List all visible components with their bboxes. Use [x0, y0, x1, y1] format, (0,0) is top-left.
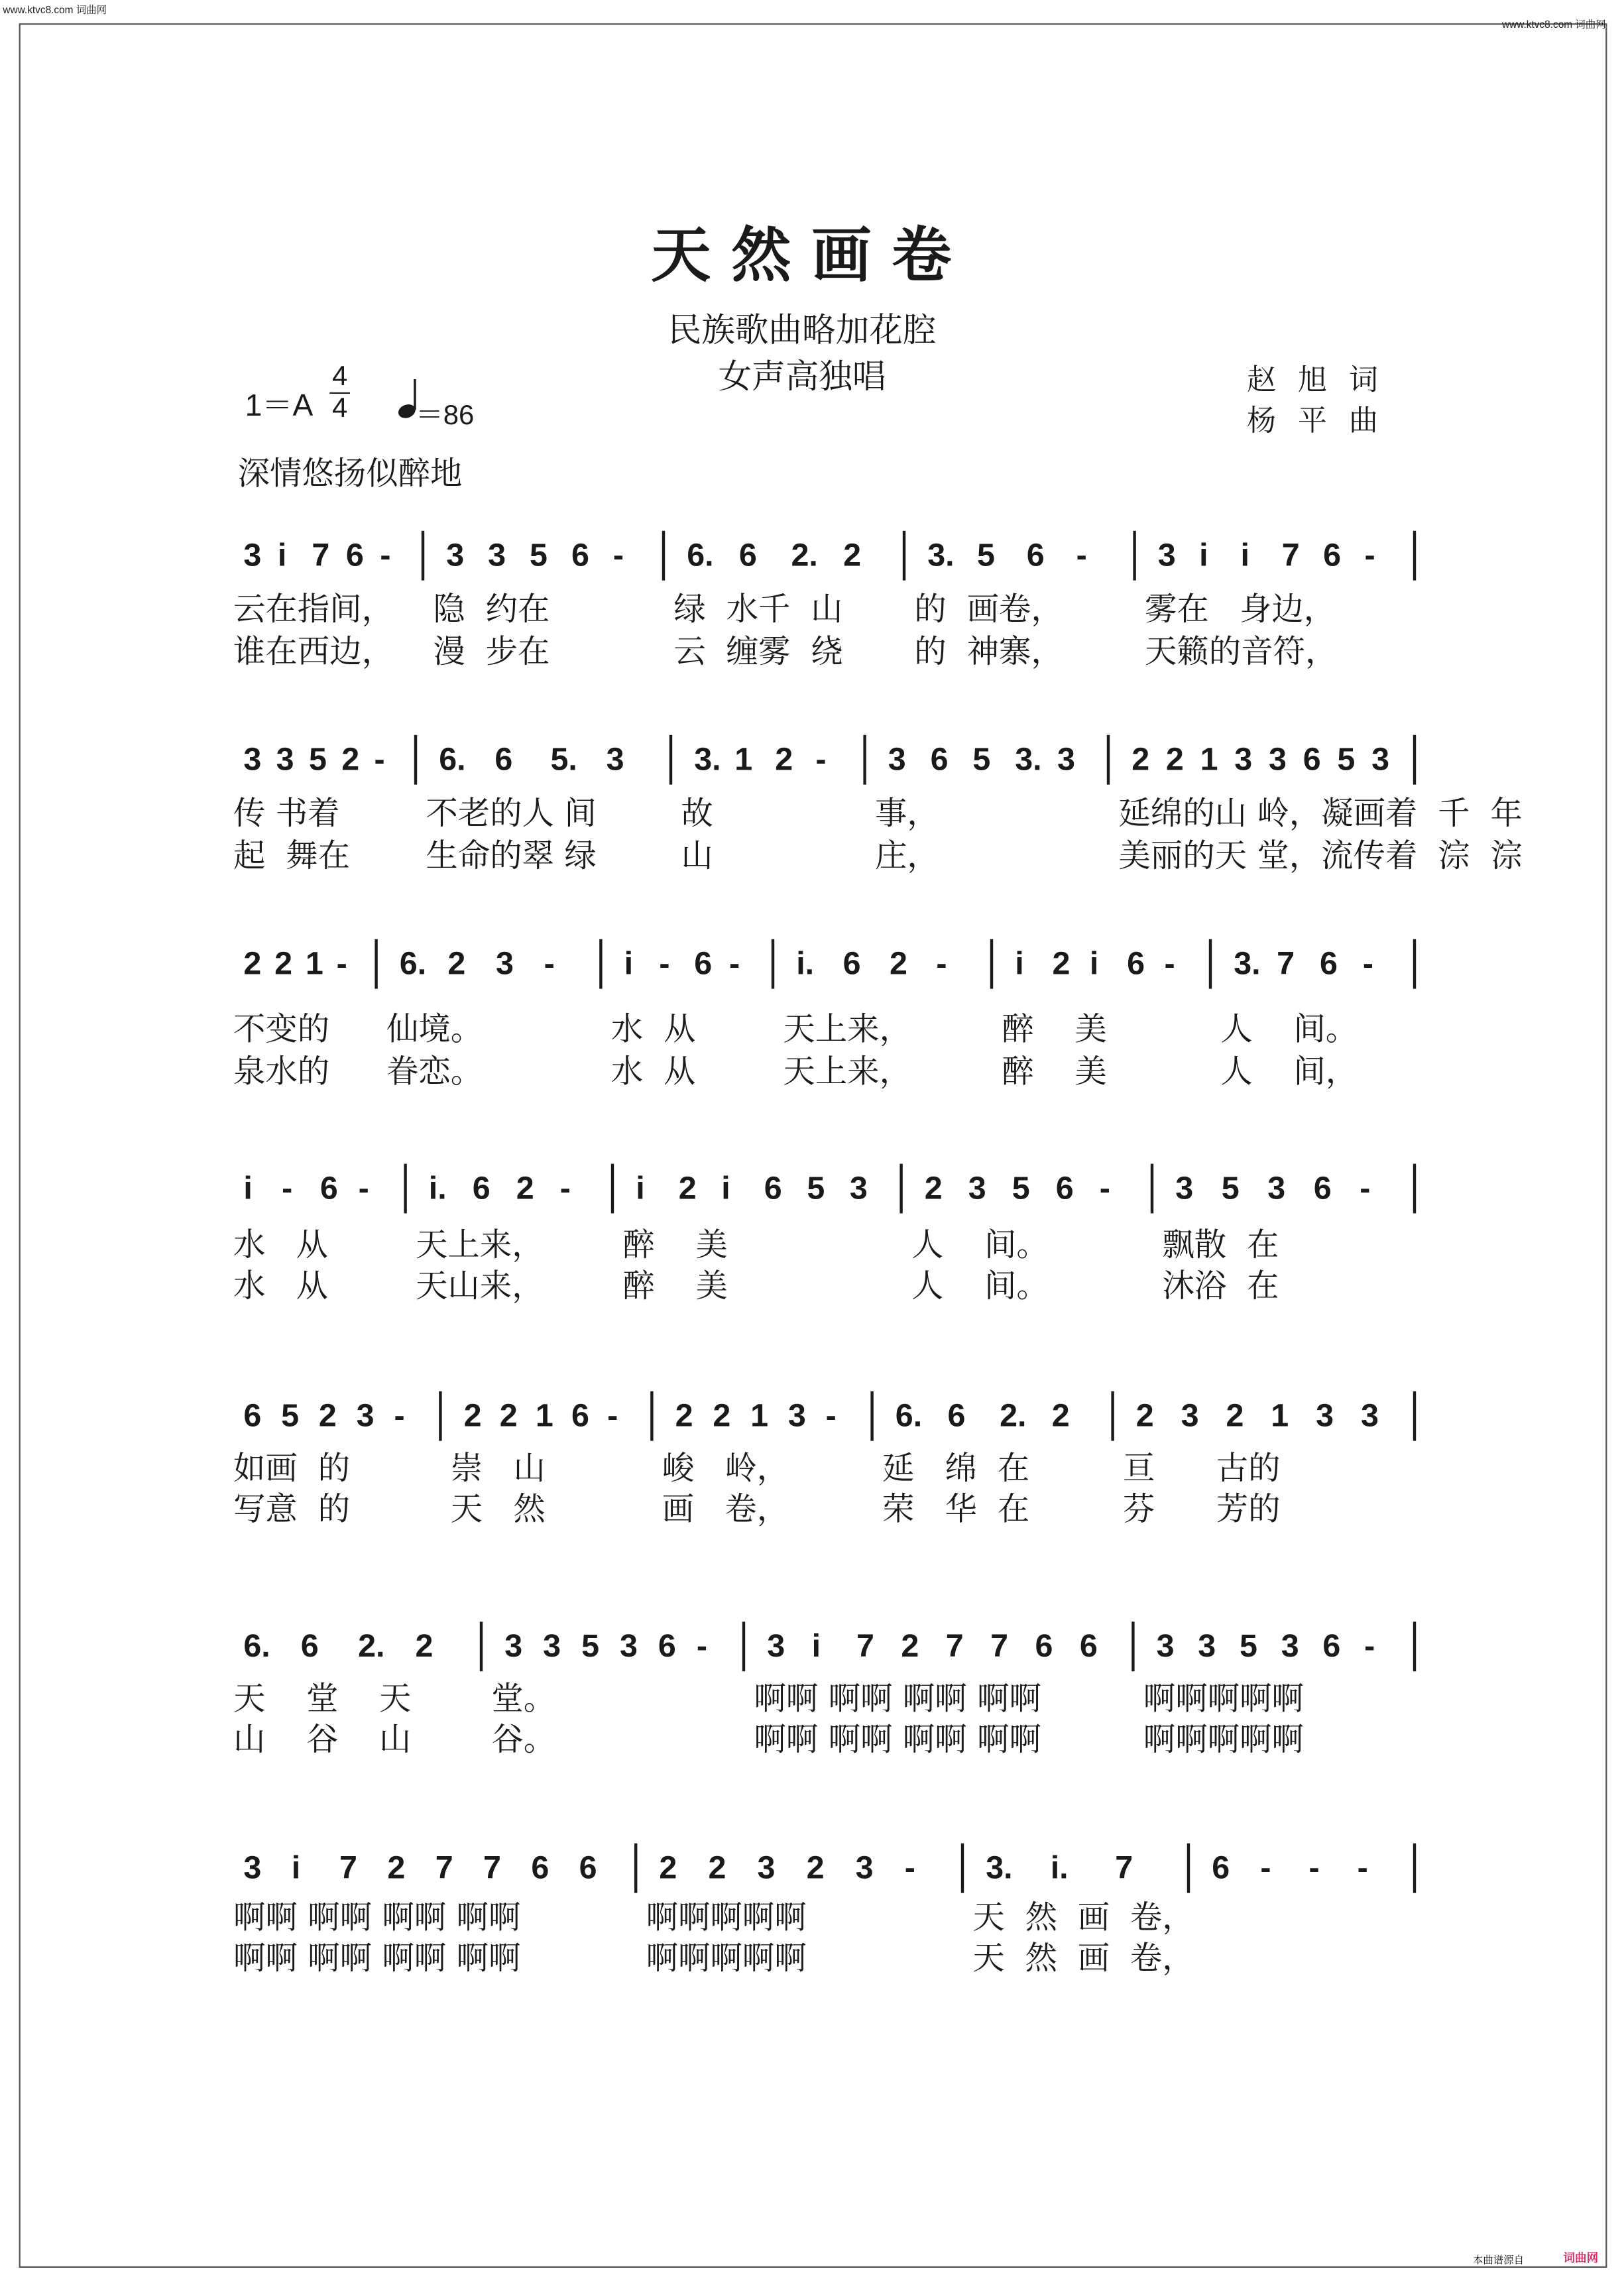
note-symbol: 2 [415, 1628, 434, 1665]
note-symbol: 3 [496, 945, 514, 982]
note-symbol: - [282, 1170, 293, 1206]
lyric-phrase: 啊啊啊啊啊 [646, 1900, 807, 1937]
note-symbol: 6 [1313, 1170, 1332, 1206]
note-symbol: 6. [439, 741, 466, 778]
note-symbol: 1 [734, 741, 753, 778]
note-symbol: i [243, 1170, 253, 1206]
note-symbol: 3 [1156, 1628, 1175, 1665]
note-symbol: 5. [550, 741, 577, 778]
note-symbol: 3 [1268, 741, 1287, 778]
note-symbol: 2 [659, 1849, 677, 1886]
note-symbol: 3 [243, 1849, 262, 1886]
lyric-phrase: 峻 岭， [662, 1451, 789, 1488]
note-symbol: 6 [694, 945, 713, 982]
note-symbol: 2 [318, 1397, 337, 1434]
note-symbol: i [291, 1849, 301, 1886]
note-symbol: 2 [516, 1170, 534, 1206]
lyric-phrase: 漫 步在 [433, 634, 550, 671]
note-symbol: 2 [708, 1849, 726, 1886]
lyric-phrase: 画 卷， [662, 1492, 789, 1529]
note-symbol: 3 [888, 741, 906, 778]
note-symbol: 3 [488, 537, 506, 573]
note-symbol: - [1364, 537, 1375, 573]
note-symbol: 2. [1000, 1397, 1027, 1434]
note-symbol: 2 [387, 1849, 406, 1886]
note-symbol: i [624, 945, 634, 982]
lyric-phrase: 啊啊 啊啊 啊啊 啊啊 [233, 1900, 521, 1937]
lyric-phrase: 亘 古的 [1123, 1451, 1281, 1488]
lyric-phrase: 谁在西边， [233, 634, 394, 671]
lyric-phrase: 啊啊 啊啊 啊啊 啊啊 [233, 1941, 521, 1978]
note-symbol: 3 [968, 1170, 986, 1206]
note-symbol: - [358, 1170, 369, 1206]
note-symbol: - [696, 1628, 707, 1665]
subtitle-style: 民族歌曲略加花腔 [667, 312, 937, 350]
note-symbol: 2 [806, 1849, 825, 1886]
note-symbol: 6 [1035, 1628, 1053, 1665]
note-symbol: - [374, 741, 385, 778]
note-symbol: - [1362, 945, 1374, 982]
note-symbol: i [1199, 537, 1208, 573]
note-symbol: 2 [447, 945, 466, 982]
lyric-phrase: 云在指间， [233, 592, 394, 629]
note-symbol: 5 [807, 1170, 825, 1206]
note-symbol: - [1357, 1849, 1368, 1886]
lyric-phrase: 谷。 [491, 1722, 556, 1759]
lyric-phrase: 仙境。 [386, 1012, 483, 1049]
note-symbol: 1 [750, 1397, 769, 1434]
lyric-phrase: 沐浴 在 [1162, 1269, 1279, 1305]
note-symbol: 3 [1157, 537, 1176, 573]
note-symbol: 6 [1079, 1628, 1098, 1665]
note-symbol: 3 [1267, 1170, 1286, 1206]
note-symbol: 2 [1226, 1397, 1244, 1434]
note-symbol: i. [1050, 1849, 1069, 1886]
note-symbol: 3 [504, 1628, 523, 1665]
lyric-phrase: 写意 的 [233, 1492, 350, 1529]
lyric-phrase: 飘散 在 [1162, 1228, 1279, 1265]
lyric-phrase: 水 从 [610, 1012, 696, 1049]
lyric-phrase: 天上来， [783, 1054, 912, 1091]
note-symbol: - [659, 945, 670, 982]
composer-credit: 杨平曲 [1247, 402, 1400, 438]
note-symbol: i. [428, 1170, 447, 1206]
lyric-phrase: 荣 华 在 [882, 1492, 1030, 1529]
note-symbol: 6 [571, 1397, 589, 1434]
note-symbol: 3 [1281, 1628, 1299, 1665]
note-symbol: 3 [446, 537, 465, 573]
lyric-phrase: 堂。 [491, 1681, 556, 1718]
lyric-phrase: 啊啊啊啊啊 [646, 1941, 807, 1978]
lyric-phrase: 云 缠雾 绕 [673, 634, 843, 671]
note-symbol: 3 [1371, 741, 1390, 778]
note-symbol: 2 [901, 1628, 919, 1665]
note-symbol: 2 [341, 741, 360, 778]
note-symbol: 2 [1165, 741, 1184, 778]
lyric-phrase: 如画 的 [233, 1451, 350, 1488]
lyric-phrase: 泉水的 [233, 1054, 330, 1091]
header-left-url: www.ktvc8.com [3, 5, 74, 17]
lyric-phrase: 天 然 画 卷， [972, 1941, 1194, 1978]
notation-line-4 [0, 1132, 1623, 1219]
note-symbol: 3 [543, 1628, 561, 1665]
footer-site: 词曲网 [1563, 2251, 1599, 2265]
note-symbol: 2 [924, 1170, 943, 1206]
note-symbol: 1 [305, 945, 323, 982]
note-symbol: 6 [571, 537, 589, 573]
note-symbol: i [1015, 945, 1024, 982]
lyric-phrase: 起 舞在 [233, 839, 350, 875]
lyric-phrase: 醉 美 [622, 1269, 728, 1305]
note-symbol: - [936, 945, 947, 982]
note-symbol: 3 [757, 1849, 776, 1886]
note-symbol: 3. [986, 1849, 1013, 1886]
note-symbol: - [336, 945, 347, 982]
note-symbol: 6 [531, 1849, 550, 1886]
note-symbol: 6 [1323, 537, 1342, 573]
note-symbol: 6 [947, 1397, 966, 1434]
lyric-phrase: 事， [875, 796, 939, 833]
note-symbol: 2. [791, 537, 818, 573]
note-symbol: 6 [842, 945, 861, 982]
lyric-phrase: 水 从 [610, 1054, 696, 1091]
note-symbol: 6 [738, 537, 757, 573]
note-symbol: 3 [1181, 1397, 1199, 1434]
note-symbol: - [1164, 945, 1175, 982]
lyric-phrase: 雾在 身边， [1145, 592, 1336, 629]
note-symbol: 7 [1281, 537, 1300, 573]
note-symbol: i. [796, 945, 815, 982]
note-symbol: 3 [1360, 1397, 1379, 1434]
lyric-phrase: 的 神寨， [914, 634, 1063, 671]
lyric-phrase: 天 堂 天 [233, 1681, 412, 1718]
note-symbol: 6 [300, 1628, 319, 1665]
lyric-phrase: 天籁的音符， [1145, 634, 1338, 671]
note-symbol: 2 [1131, 741, 1150, 778]
note-symbol: 7 [1277, 945, 1295, 982]
note-symbol: 3 [855, 1849, 874, 1886]
note-symbol: 5 [1240, 1628, 1257, 1665]
note-symbol: 2. [358, 1628, 385, 1665]
lyric-phrase: 不变的 [233, 1012, 330, 1049]
note-symbol: 2 [463, 1397, 482, 1434]
notation-line-6 [0, 1592, 1623, 1680]
note-symbol: 6 [1212, 1849, 1230, 1886]
note-symbol: 6 [764, 1170, 782, 1206]
note-symbol: 3. [1015, 741, 1042, 778]
note-symbol: 2 [274, 945, 293, 982]
note-symbol: - [544, 945, 555, 982]
expression-marking: 深情悠扬似醉地 [237, 456, 463, 493]
header-right-url: www.ktvc8.com [1502, 20, 1573, 31]
note-symbol: i [636, 1170, 645, 1206]
note-symbol: 2 [843, 537, 862, 573]
note-symbol: 6 [1055, 1170, 1074, 1206]
lyric-phrase: 水 从 [233, 1228, 328, 1265]
note-symbol: - [1360, 1170, 1371, 1206]
note-symbol: 3 [606, 741, 624, 778]
note-symbol: i [811, 1628, 821, 1665]
lyric-phrase: 醉 美 [1002, 1054, 1107, 1091]
header-left [3, 3, 107, 17]
lyric-phrase: 延 绵 在 [882, 1451, 1030, 1488]
note-symbol: 7 [990, 1628, 1008, 1665]
lyric-phrase: 庄， [875, 839, 939, 875]
note-symbol: 3 [1234, 741, 1253, 778]
note-symbol: 7 [1115, 1849, 1133, 1886]
note-symbol: 3 [1175, 1170, 1194, 1206]
note-symbol: 3 [243, 741, 262, 778]
note-symbol: 3. [694, 741, 721, 778]
lyric-phrase: 山 谷 山 [233, 1722, 412, 1759]
note-symbol: - [1076, 537, 1087, 573]
lyric-phrase: 人 间。 [911, 1228, 1049, 1265]
note-symbol: 2 [1052, 945, 1071, 982]
note-symbol: 6 [1127, 945, 1145, 982]
note-symbol: - [1364, 1628, 1375, 1665]
time-sig-top: 4 [331, 361, 348, 392]
lyric-phrase: 眷恋。 [386, 1054, 483, 1091]
note-symbol: 6 [345, 537, 364, 573]
note-symbol: - [612, 537, 624, 573]
note-symbol: 3 [356, 1397, 375, 1434]
note-symbol: 7 [435, 1849, 453, 1886]
notation-line-5 [0, 1362, 1623, 1450]
lyric-phrase: 啊啊啊啊啊 [1143, 1722, 1304, 1759]
notation-line-3 [0, 921, 1623, 1009]
note-symbol: 3 [787, 1397, 806, 1434]
note-symbol: 3. [1234, 945, 1261, 982]
note-symbol: 5 [977, 537, 995, 573]
note-symbol: 6 [1026, 537, 1045, 573]
lyric-phrase: 生命的翠 绿 [426, 839, 597, 875]
note-symbol: 3 [1316, 1397, 1334, 1434]
lyric-phrase: 芬 芳的 [1123, 1492, 1281, 1529]
lyric-phrase: 人 间。 [1220, 1012, 1358, 1049]
subtitle-voice: 女声高独唱 [718, 359, 886, 397]
note-symbol: i [721, 1170, 730, 1206]
note-symbol: - [607, 1397, 618, 1434]
note-symbol: 3 [1198, 1628, 1216, 1665]
note-symbol: 3 [849, 1170, 868, 1206]
lyric-phrase: 绿 水千 山 [673, 592, 843, 629]
note-symbol: 5 [1221, 1170, 1240, 1206]
lyric-phrase: 啊啊 啊啊 啊啊 啊啊 [754, 1722, 1041, 1759]
lyric-phrase: 不老的人 间 [426, 796, 597, 833]
note-symbol: - [1260, 1849, 1271, 1886]
note-symbol: 5 [530, 537, 548, 573]
lyric-phrase: 醉 美 [1002, 1012, 1107, 1049]
note-symbol: - [815, 741, 827, 778]
time-sig-bottom: 4 [331, 394, 348, 425]
lyricist-credit: 赵旭词 [1247, 361, 1400, 397]
note-symbol: 2 [678, 1170, 697, 1206]
note-symbol: 3. [927, 537, 955, 573]
lyric-phrase: 天 然 画 卷， [972, 1900, 1194, 1937]
note-symbol: 2 [713, 1397, 731, 1434]
note-symbol: 5 [1012, 1170, 1030, 1206]
note-symbol: 2 [1135, 1397, 1154, 1434]
note-symbol: 1 [1271, 1397, 1289, 1434]
lyric-phrase: 传 书着 [233, 796, 340, 833]
note-symbol: 1 [1200, 741, 1218, 778]
header-right-name: 词曲网 [1575, 20, 1606, 31]
note-symbol: 6 [658, 1628, 676, 1665]
note-symbol: 6. [687, 537, 714, 573]
note-symbol: 6. [243, 1628, 270, 1665]
note-symbol: 6 [1322, 1628, 1341, 1665]
note-symbol: 7 [856, 1628, 874, 1665]
note-symbol: 2 [499, 1397, 518, 1434]
note-symbol: i [277, 537, 287, 573]
note-symbol: 7 [945, 1628, 964, 1665]
key-signature: 1＝A [245, 389, 314, 423]
note-symbol: - [729, 945, 740, 982]
lyric-phrase: 天 然 [450, 1492, 546, 1529]
lyric-phrase: 人 间， [1220, 1054, 1358, 1091]
lyric-phrase: 延绵的山 岭，凝画着 千 年 [1118, 796, 1523, 833]
note-symbol: 7 [339, 1849, 357, 1886]
note-symbol: i [1240, 537, 1249, 573]
note-symbol: 5 [1337, 741, 1356, 778]
note-symbol: 2 [890, 945, 907, 982]
lyric-phrase: 的 画卷， [914, 592, 1063, 629]
note-symbol: i [1089, 945, 1099, 982]
song-title: 天然画卷 [651, 220, 972, 290]
note-symbol: 2 [775, 741, 793, 778]
note-symbol: 2 [243, 945, 262, 982]
note-symbol: - [380, 537, 391, 573]
note-symbol: 6 [579, 1849, 597, 1886]
lyric-phrase: 天上来， [783, 1012, 912, 1049]
note-symbol: 3 [620, 1628, 638, 1665]
note-symbol: 2 [1051, 1397, 1070, 1434]
note-symbol: 6 [319, 1170, 338, 1206]
lyric-phrase: 故 [681, 796, 713, 833]
note-symbol: 6 [930, 741, 949, 778]
note-symbol: 6. [895, 1397, 923, 1434]
note-symbol: 5 [281, 1397, 300, 1434]
note-symbol: 3 [1057, 741, 1075, 778]
note-symbol: 7 [483, 1849, 501, 1886]
note-symbol: 5 [581, 1628, 599, 1665]
note-symbol: 6 [472, 1170, 491, 1206]
note-symbol: - [559, 1170, 571, 1206]
note-symbol: 3 [276, 741, 294, 778]
lyric-phrase: 醉 美 [622, 1228, 728, 1265]
lyric-phrase: 崇 山 [450, 1451, 546, 1488]
lyric-phrase: 天上来， [416, 1228, 544, 1265]
tempo-marking: ＝86 [416, 401, 475, 432]
lyric-phrase: 人 间。 [911, 1269, 1049, 1305]
note-symbol: - [1308, 1849, 1320, 1886]
note-symbol: 3 [243, 537, 262, 573]
lyric-phrase: 水 从 [233, 1269, 328, 1305]
footer-source: 本曲谱源自 [1473, 2254, 1524, 2266]
note-symbol: - [1099, 1170, 1110, 1206]
time-signature [329, 363, 350, 423]
note-symbol: 1 [535, 1397, 553, 1434]
header-right [1502, 17, 1606, 32]
note-symbol: 6. [399, 945, 427, 982]
note-symbol: 3 [767, 1628, 785, 1665]
lyric-phrase: 隐 约在 [433, 592, 550, 629]
note-symbol: - [904, 1849, 915, 1886]
note-symbol: 6 [1303, 741, 1321, 778]
note-symbol: 5 [972, 741, 991, 778]
note-symbol: - [825, 1397, 837, 1434]
lyric-phrase: 天山来， [416, 1269, 544, 1305]
note-symbol: 6 [243, 1397, 262, 1434]
note-symbol: 6 [1319, 945, 1338, 982]
note-symbol: 6 [494, 741, 513, 778]
note-symbol: - [394, 1397, 405, 1434]
lyric-phrase: 啊啊 啊啊 啊啊 啊啊 [754, 1681, 1041, 1718]
header-left-name: 词曲网 [76, 5, 107, 17]
note-symbol: 2 [675, 1397, 693, 1434]
lyric-phrase: 美丽的天 堂，流传着 淙 淙 [1118, 839, 1523, 875]
lyric-phrase: 啊啊啊啊啊 [1143, 1681, 1304, 1718]
note-symbol: 5 [308, 741, 327, 778]
lyric-phrase: 山 [681, 839, 713, 875]
note-symbol: 7 [312, 537, 330, 573]
